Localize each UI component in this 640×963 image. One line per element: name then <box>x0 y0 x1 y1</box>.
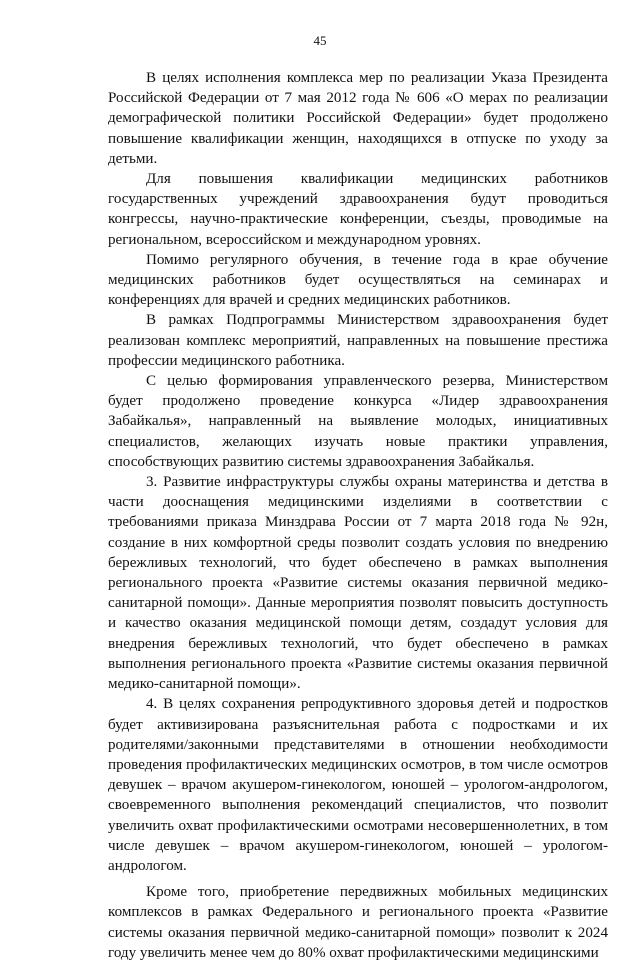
paragraph-management-reserve: С целью формирования управленческого резерва, Министерством будет продолжено проведение конкурса «Лидер здравоохранения Забайкалья», направленный на выявление молодых, инициативных специалистов, желающих изучать новые практики управления, способствующих развитию системы здравоохранения Забайкалья. <box>108 373 608 470</box>
document-body <box>108 68 608 963</box>
paragraph-mobile-complexes: Кроме того, приобретение передвижных мобильных медицинских комплексов в рамках Федерального и регионального проекта «Развитие системы оказания первичной медико-санитарной помощи» позволит к 2024 году увеличить менее чем до 80% охват профилактическими медицинскими <box>108 884 608 961</box>
paragraph-reproductive-health: 4. В целях сохранения репродуктивного здоровья детей и подростков будет активизирована разъяснительная работа с подростками и их родителями/законными представителями в отношении необходимости проведения профилактических медицинских осмотров, в том числе осмотров девушек – врачом акушером-гинекологом, юношей – урологом-андрологом, своевременного выполнения рекомендаций специалистов, что позволит увеличить охват профилактическими осмотрами несовершеннолетних, в том числе девушек – врачом акушером-гинекологом, юношей – урологом-андрологом. <box>108 696 608 874</box>
paragraph-president-decree: В целях исполнения комплекса мер по реализации Указа Президента Российской Федерации от 7 мая 2012 года № 606 «О мерах по реализации демографической политики Российской Федерации» будет продолжено повышение квалификации женщин, находящихся в отпуске по уходу за детьми. <box>108 70 608 167</box>
page-number: 45 <box>313 33 327 48</box>
paragraph-prestige-measures: В рамках Подпрограммы Министерством здравоохранения будет реализован комплекс мероприятий, направленных на повышение престижа профессии медицинского работника. <box>108 312 608 369</box>
paragraph-infrastructure-development: 3. Развитие инфраструктуры службы охраны материнства и детства в части дооснащения медицинскими изделиями в соответствии с требованиями приказа Минздрава России от 7 марта 2018 года № 92н, создание в них комфортной среды позволит создать условия по внедрению бережливых технологий, что будет обеспечено в рамках выполнения регионального проекта «Развитие системы оказания первичной медико-санитарной помощи». Данные мероприятия позволят повысить доступность и качество оказания медицинской помощи детям, создадут условия для внедрения бережливых технологий, что будет обеспечено в рамках выполнения регионального проекта «Развитие системы оказания первичной медико-санитарной помощи». <box>108 474 608 693</box>
paragraph-qualification-events: Для повышения квалификации медицинских работников государственных учреждений здравоохранения будут проводиться конгрессы, научно-практические конференции, съезды, проводимые на региональном, всероссийском и международном уровнях. <box>108 171 608 248</box>
paragraph-regular-training: Помимо регулярного обучения, в течение года в крае обучение медицинских работников будет осуществляться на семинарах и конференциях для врачей и средних медицинских работников. <box>108 251 608 309</box>
